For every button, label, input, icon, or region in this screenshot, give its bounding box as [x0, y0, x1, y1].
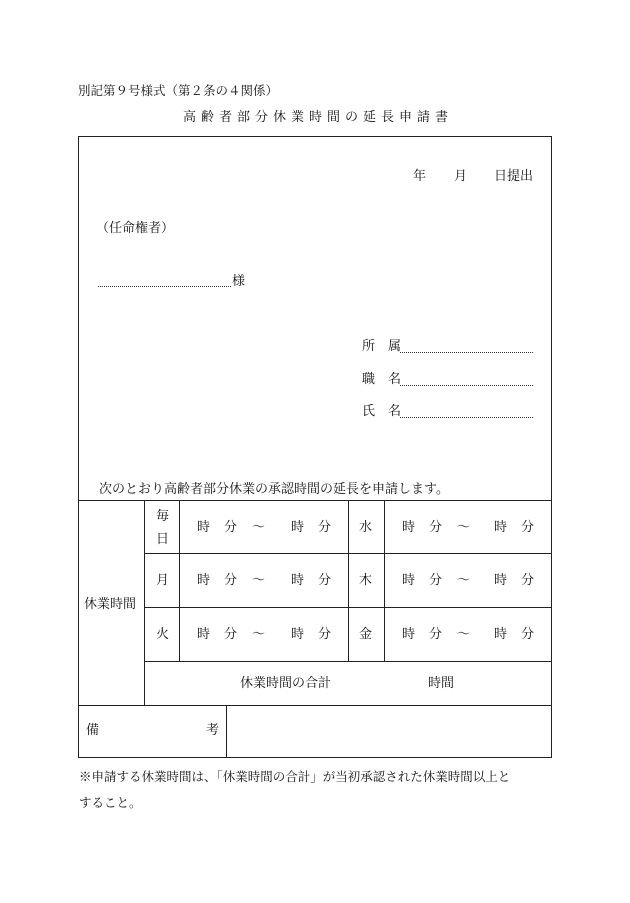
row3-right-minute2: 分 [521, 627, 535, 642]
row-header-hours: 休業時間 [84, 597, 137, 612]
position-label: 職 名 [362, 372, 402, 387]
row3-left-hour: 時 [197, 627, 211, 642]
remarks-label-1: 備 [86, 723, 100, 738]
position-line [400, 385, 533, 386]
row2-right-minute2: 分 [521, 573, 535, 588]
row2-left-minute: 分 [224, 573, 238, 588]
day-mon: 月 [156, 573, 170, 588]
row1-left-minute: 分 [224, 520, 238, 535]
table-col-border-2 [179, 500, 180, 661]
row2-right-hour2: 時 [494, 573, 508, 588]
total-hours-unit: 時間 [428, 676, 455, 691]
appointer-label: （任命権者） [96, 221, 175, 236]
row2-left-hour2: 時 [291, 573, 305, 588]
row1-right-minute: 分 [429, 520, 443, 535]
row2-left-minute2: 分 [318, 573, 332, 588]
row1-left-hour: 時 [197, 520, 211, 535]
table-row-border-3 [144, 661, 552, 662]
row3-right-hour2: 時 [494, 627, 508, 642]
table-top-border [78, 500, 552, 501]
row3-right-hour: 時 [402, 627, 416, 642]
row1-left-minute2: 分 [318, 520, 332, 535]
row3-right-minute: 分 [429, 627, 443, 642]
row1-left-hour2: 時 [291, 520, 305, 535]
day-tue: 火 [156, 627, 170, 642]
row2-right-tilde: ～ [457, 573, 471, 588]
affiliation-line [400, 352, 533, 353]
footnote-line-1: ※申請する休業時間は、「休業時間の合計」が当初承認された休業時間以上と [79, 769, 511, 784]
remarks-label-2: 考 [206, 723, 220, 738]
row1-right-tilde: ～ [457, 520, 471, 535]
total-hours-label: 休業時間の合計 [240, 676, 332, 691]
name-line [400, 417, 533, 418]
month-label: 月 [454, 169, 468, 184]
row1-right-hour: 時 [402, 520, 416, 535]
row2-left-hour: 時 [197, 573, 211, 588]
every-label: 毎 [156, 509, 170, 524]
table-col-border-1 [144, 500, 145, 705]
row2-left-tilde: ～ [252, 573, 266, 588]
appointer-name-line [98, 286, 231, 287]
table-col-border-3 [348, 500, 349, 661]
row3-left-minute: 分 [224, 627, 238, 642]
row1-right-hour2: 時 [494, 520, 508, 535]
document-title: 高齢者部分休業時間の延長申請書 [183, 110, 454, 125]
name-label: 氏 名 [362, 404, 402, 419]
application-statement: 次のとおり高齢者部分休業の承認時間の延長を申請します。 [99, 482, 449, 497]
day-submit-label: 日提出 [494, 169, 534, 184]
row2-right-hour: 時 [402, 573, 416, 588]
row2-right-minute: 分 [429, 573, 443, 588]
row3-left-tilde: ～ [252, 627, 266, 642]
day-thu: 木 [359, 573, 373, 588]
day-label: 日 [156, 532, 170, 547]
row3-left-hour2: 時 [291, 627, 305, 642]
affiliation-label: 所 属 [362, 339, 402, 354]
remarks-col-border [226, 705, 227, 758]
year-label: 年 [413, 169, 427, 184]
form-number-label: 別記第９号様式（第２条の４関係） [78, 83, 279, 98]
row1-right-minute2: 分 [521, 520, 535, 535]
footnote-line-2: すること。 [79, 795, 142, 810]
row3-right-tilde: ～ [457, 627, 471, 642]
day-wed: 水 [359, 520, 373, 535]
table-col-border-4 [384, 500, 385, 661]
row3-left-minute2: 分 [318, 627, 332, 642]
row1-left-tilde: ～ [252, 520, 266, 535]
honorific-label: 様 [232, 274, 246, 289]
day-fri: 金 [359, 627, 373, 642]
table-row-border-4 [78, 705, 552, 706]
